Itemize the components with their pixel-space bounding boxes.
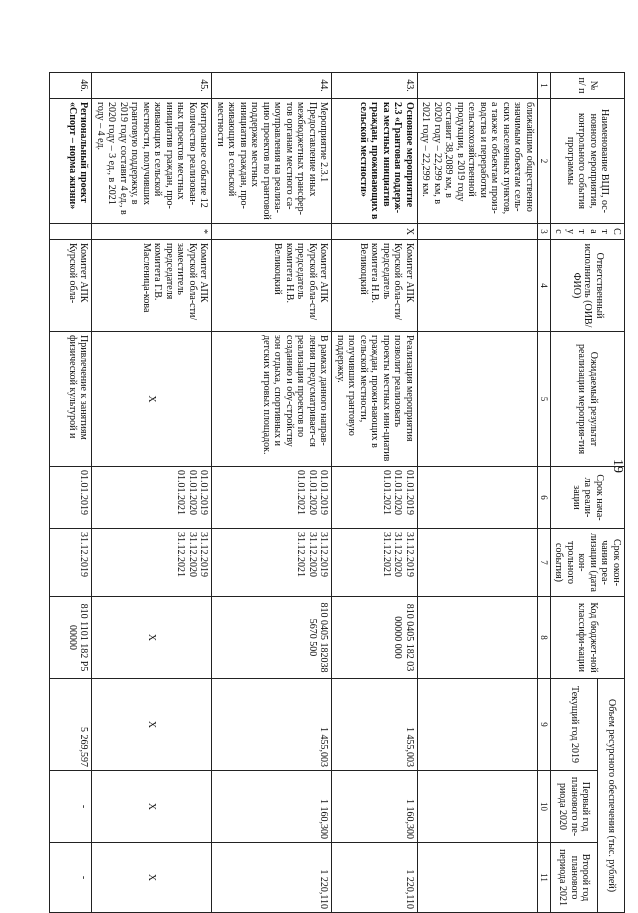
row-end: 31.12.2019 <box>50 529 92 597</box>
header-2021: Второй год планового периода 2021 <box>551 843 598 913</box>
col-number: 6 <box>537 467 550 529</box>
col-number: 4 <box>537 240 550 332</box>
row-start: 01.01.2019 01.01.2020 01.01.2021 <box>212 467 332 529</box>
row-2021: 1 220,110 <box>332 843 418 913</box>
row-start <box>417 467 537 529</box>
row-2020: - <box>50 771 92 843</box>
row-2019: 1 455,003 <box>212 679 332 771</box>
row-name: Основное мероприятие 2.3 «Грантовая поддерж-ка местных инициатив граждан, проживающих в сельской местности» <box>332 99 418 224</box>
header-budget-code: Код бюджет-ной классифи-кации <box>551 597 625 679</box>
row-result: Х <box>92 332 212 467</box>
program-table <box>49 72 625 913</box>
row-status <box>417 224 537 240</box>
row-no: 46. <box>50 73 92 99</box>
row-start: 01.01.2019 01.01.2020 01.01.2021 <box>332 467 418 529</box>
row-code <box>417 597 537 679</box>
col-number: 11 <box>537 843 550 913</box>
row-result <box>417 332 537 467</box>
row-no <box>417 73 537 99</box>
col-number: 2 <box>537 99 550 224</box>
row-result: В рамках данного направ-ления предусматривает-ся реализация проектов по созданию и обу-стройству зон отдыха, спортивных и детских игровых площадок. <box>212 332 332 467</box>
row-start: 01.01.2019 01.01.2020 01.01.2021 <box>92 467 212 529</box>
header-end: Срок окон-чания реа-лизации (дата кон-трольного события) <box>551 529 625 597</box>
row-responsible: Комитет АПК Курской обла-сти/председатель комитета Н.В. Великоцкий <box>332 240 418 332</box>
header-2019: Текущий год 2019 <box>551 679 598 771</box>
row-status <box>212 224 332 240</box>
header-no: № п/ п <box>551 73 625 99</box>
row-2021: Х <box>92 843 212 913</box>
row-name: Мероприятие 2.3.1 Предоставление иных межбюджетных трансфер-тов органам местного са-моуправления на реализа-цию проектов по грантовой поддержке местных инициатив граждан, про-живающих в сельской местности <box>212 99 332 224</box>
table-row <box>332 73 418 913</box>
col-number: 10 <box>537 771 550 843</box>
row-code: 810 0405 182 03 00000 000 <box>332 597 418 679</box>
col-number: 7 <box>537 529 550 597</box>
row-no: 44. <box>212 73 332 99</box>
table-row <box>92 73 212 913</box>
row-end <box>417 529 537 597</box>
row-status <box>50 224 92 240</box>
table-row <box>417 73 537 913</box>
row-2020: Х <box>92 771 212 843</box>
header-status: С т а т у с <box>551 224 625 240</box>
row-code: 810 1101 182 Р5 00000 <box>50 597 92 679</box>
row-2021 <box>417 843 537 913</box>
table-wrapper <box>66 72 625 912</box>
header-2020: Первый год планового пе-риода 2020 <box>551 771 598 843</box>
table-rotated-container <box>66 72 625 912</box>
row-2020 <box>417 771 537 843</box>
col-number: 3 <box>537 224 550 240</box>
header-responsible: Ответственный исполнитель (ОИВ/ФИО) <box>551 240 625 332</box>
row-result: Реализация мероприятия позволит реализовать проекты местных ини-циатив граждан, прожи-вающих в сельской местности, получивших грантовую поддержку. <box>332 332 418 467</box>
header-funding: Объем ресурсного обеспечения (тыс. рублей) <box>598 679 625 913</box>
row-2019: Х <box>92 679 212 771</box>
row-responsible <box>417 240 537 332</box>
row-end: 31.12.2019 31.12.2020 31.12.2021 <box>332 529 418 597</box>
row-code: Х <box>92 597 212 679</box>
row-2019: 1 455,003 <box>332 679 418 771</box>
col-number: 1 <box>537 73 550 99</box>
row-responsible: Комитет АПК Курской обла-сти/заместитель председателя комитета Г.В. Масленица-кова <box>92 240 212 332</box>
row-name: Контрольное событие 12 Количество реализован-ных проектов местных инициатив граждан, про-живающих в сельской местности, получивших грантовую поддержку, в 2019 году составит 4 ед., в 2020 году – 3 ед., в 2021 году – 4 ед. <box>92 99 212 224</box>
row-2020: 1 160,300 <box>212 771 332 843</box>
header-start: Срок нача-ла реали-зации <box>551 467 625 529</box>
table-row <box>50 73 92 913</box>
row-2021: 1 220,110 <box>212 843 332 913</box>
row-2019 <box>417 679 537 771</box>
row-no: 45. <box>92 73 212 99</box>
row-result: Привлечение к занятиям физической культурой и <box>50 332 92 467</box>
row-responsible: Комитет АПК Курской обла-сти/председатель комитета Н.В. Великоцкий <box>212 240 332 332</box>
col-number: 8 <box>537 597 550 679</box>
row-2019: 5 269,597 <box>50 679 92 771</box>
row-start: 01.01.2019 <box>50 467 92 529</box>
row-2020: 1 160,300 <box>332 771 418 843</box>
row-responsible: Комитет АПК Курской обла- <box>50 240 92 332</box>
row-2021: - <box>50 843 92 913</box>
row-name: Региональный проект «Спорт – норма жизни» <box>50 99 92 224</box>
col-number: 5 <box>537 332 550 467</box>
row-code: 810 0405 182038 5670 500 <box>212 597 332 679</box>
page-number: 19 <box>610 459 625 473</box>
header-name: Наименование ВЦП, ос-новного мероприятия, контрольного события программы <box>551 99 625 224</box>
row-no: 43. <box>332 73 418 99</box>
row-end: 31.12.2019 31.12.2020 31.12.2021 <box>212 529 332 597</box>
row-status: * <box>92 224 212 240</box>
table-row <box>212 73 332 913</box>
header-result: Ожидаемый результат реализации мероприя-тия <box>551 332 625 467</box>
row-status: Х <box>332 224 418 240</box>
col-number: 9 <box>537 679 550 771</box>
row-end: 31.12.2019 31.12.2020 31.12.2021 <box>92 529 212 597</box>
row-name: ближайшим общественно значимым объектам сель-ских населенных пунктов, а также к объектам произ-водства и переработки сельскохозяйственной продукции, в 2019 году составит 38,2089 км, в 2020 году – 22,299 км, в 2021 году – 22,299 км. <box>417 99 537 224</box>
